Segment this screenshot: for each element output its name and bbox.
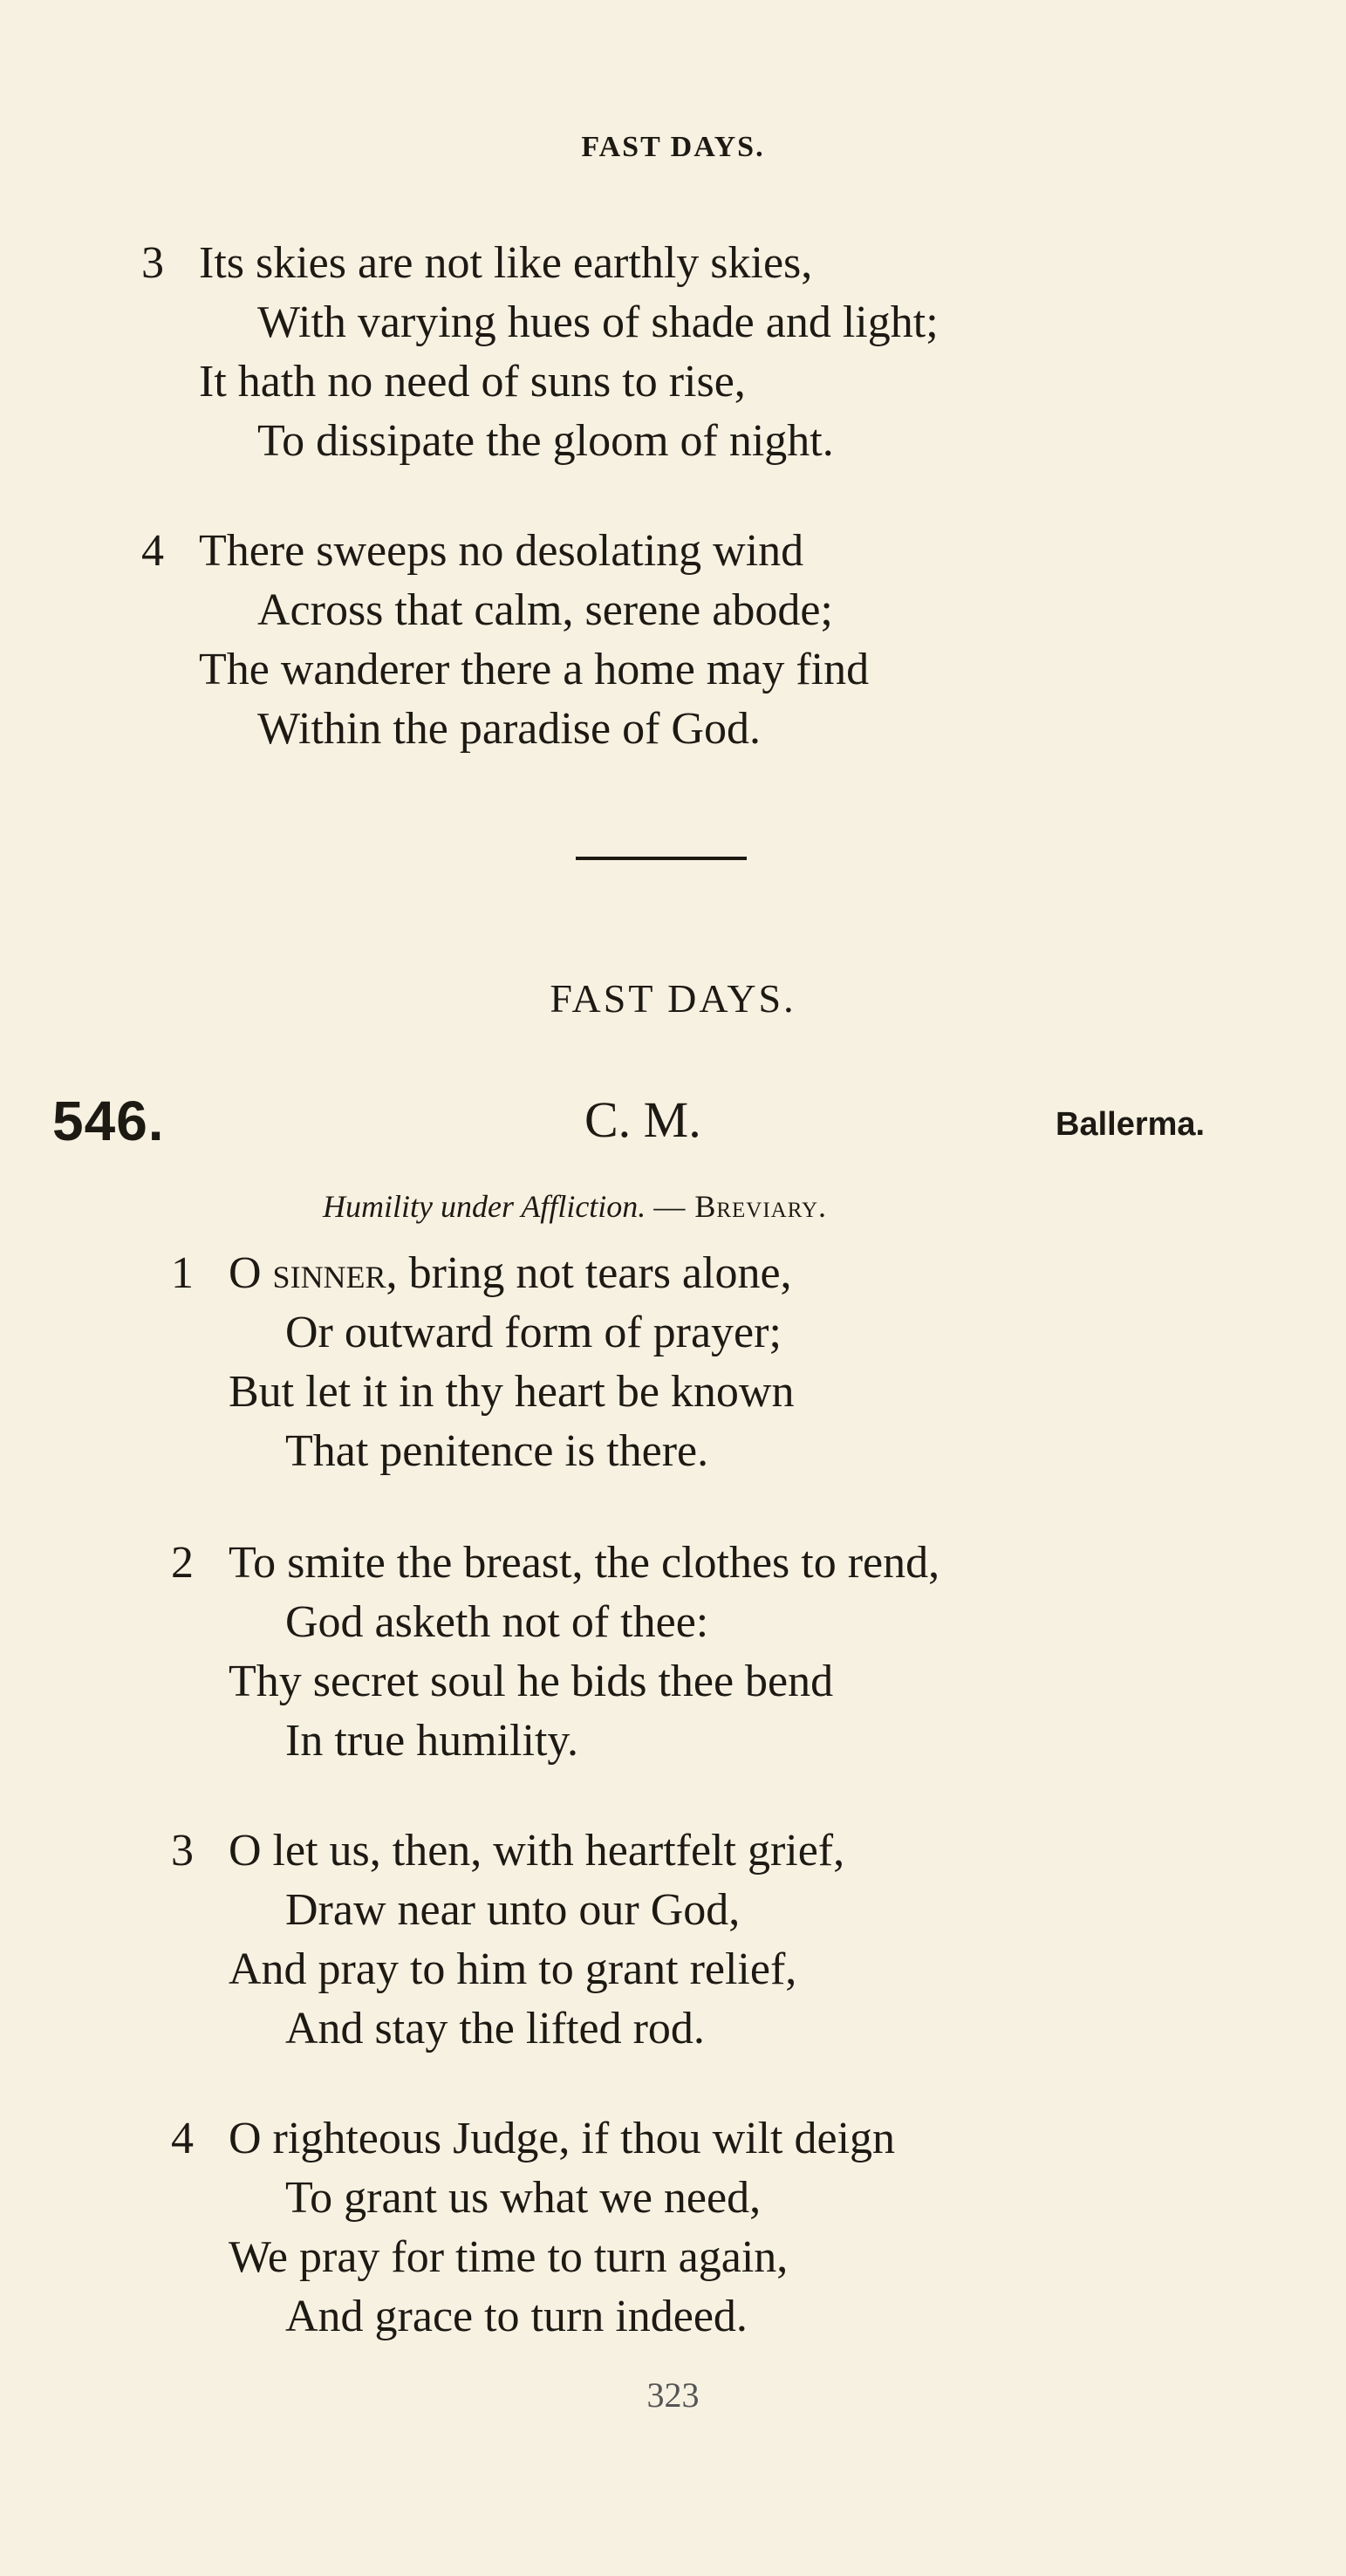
verse-line: Draw near unto our God, <box>285 1885 741 1935</box>
verse-line <box>229 1247 792 1300</box>
verse-line: And grace to turn indeed. <box>285 2292 748 2341</box>
stanza-number: 4 <box>171 2114 194 2163</box>
section-divider <box>576 857 747 860</box>
page-number: 323 <box>646 2375 700 2415</box>
hymn-meter: C. M. <box>584 1091 701 1148</box>
verse-line: That penitence is there. <box>285 1426 709 1476</box>
hymn-number: 546. <box>52 1090 165 1152</box>
hymn-subtitle <box>323 1188 827 1225</box>
running-head: FAST DAYS. <box>581 131 765 163</box>
stanza-number: 3 <box>171 1826 194 1876</box>
verse-line: And stay the lifted rod. <box>285 2004 705 2053</box>
verse-line: It hath no need of suns to rise, <box>199 357 746 407</box>
verse-line: God asketh not of thee: <box>285 1597 709 1647</box>
verse-line: Within the paradise of God. <box>257 704 761 754</box>
subtitle-source: — Breviary. <box>653 1189 828 1224</box>
verse-line: But let it in thy heart be known <box>229 1367 795 1417</box>
verse-line: We pray for time to turn again, <box>229 2232 789 2282</box>
stanza-number: 4 <box>141 526 164 576</box>
hymn-tune: Ballerma. <box>1056 1106 1206 1143</box>
verse-line: Thy secret soul he bids thee bend <box>229 1657 834 1706</box>
stanza-number: 1 <box>171 1248 194 1298</box>
verse-line: To dissipate the gloom of night. <box>257 416 834 466</box>
verse-line: With varying hues of shade and light; <box>257 297 939 347</box>
verse-line: To smite the breast, the clothes to rend, <box>229 1538 940 1588</box>
verse-line: Or outward form of prayer; <box>285 1308 782 1357</box>
verse-line: O let us, then, with heartfelt grief, <box>229 1826 845 1876</box>
verse-line: And pray to him to grant relief, <box>229 1944 797 1994</box>
subtitle-title: Humility under Affliction. <box>323 1189 646 1224</box>
verse-line: There sweeps no desolating wind <box>199 526 804 576</box>
verse-line: Across that calm, serene abode; <box>257 585 833 635</box>
verse-line-rest: bring not tears alone, <box>408 1248 792 1298</box>
section-title: FAST DAYS. <box>550 976 796 1021</box>
first-word: O sinner, <box>229 1248 398 1298</box>
verse-line: The wanderer there a home may find <box>199 645 870 694</box>
stanza-number: 3 <box>141 238 164 288</box>
verse-line: Its skies are not like earthly skies, <box>199 238 813 288</box>
verse-line: To grant us what we need, <box>285 2173 762 2223</box>
stanza-number: 2 <box>171 1538 194 1588</box>
verse-line: O righteous Judge, if thou wilt deign <box>229 2114 896 2163</box>
verse-line: In true humility. <box>285 1716 579 1766</box>
